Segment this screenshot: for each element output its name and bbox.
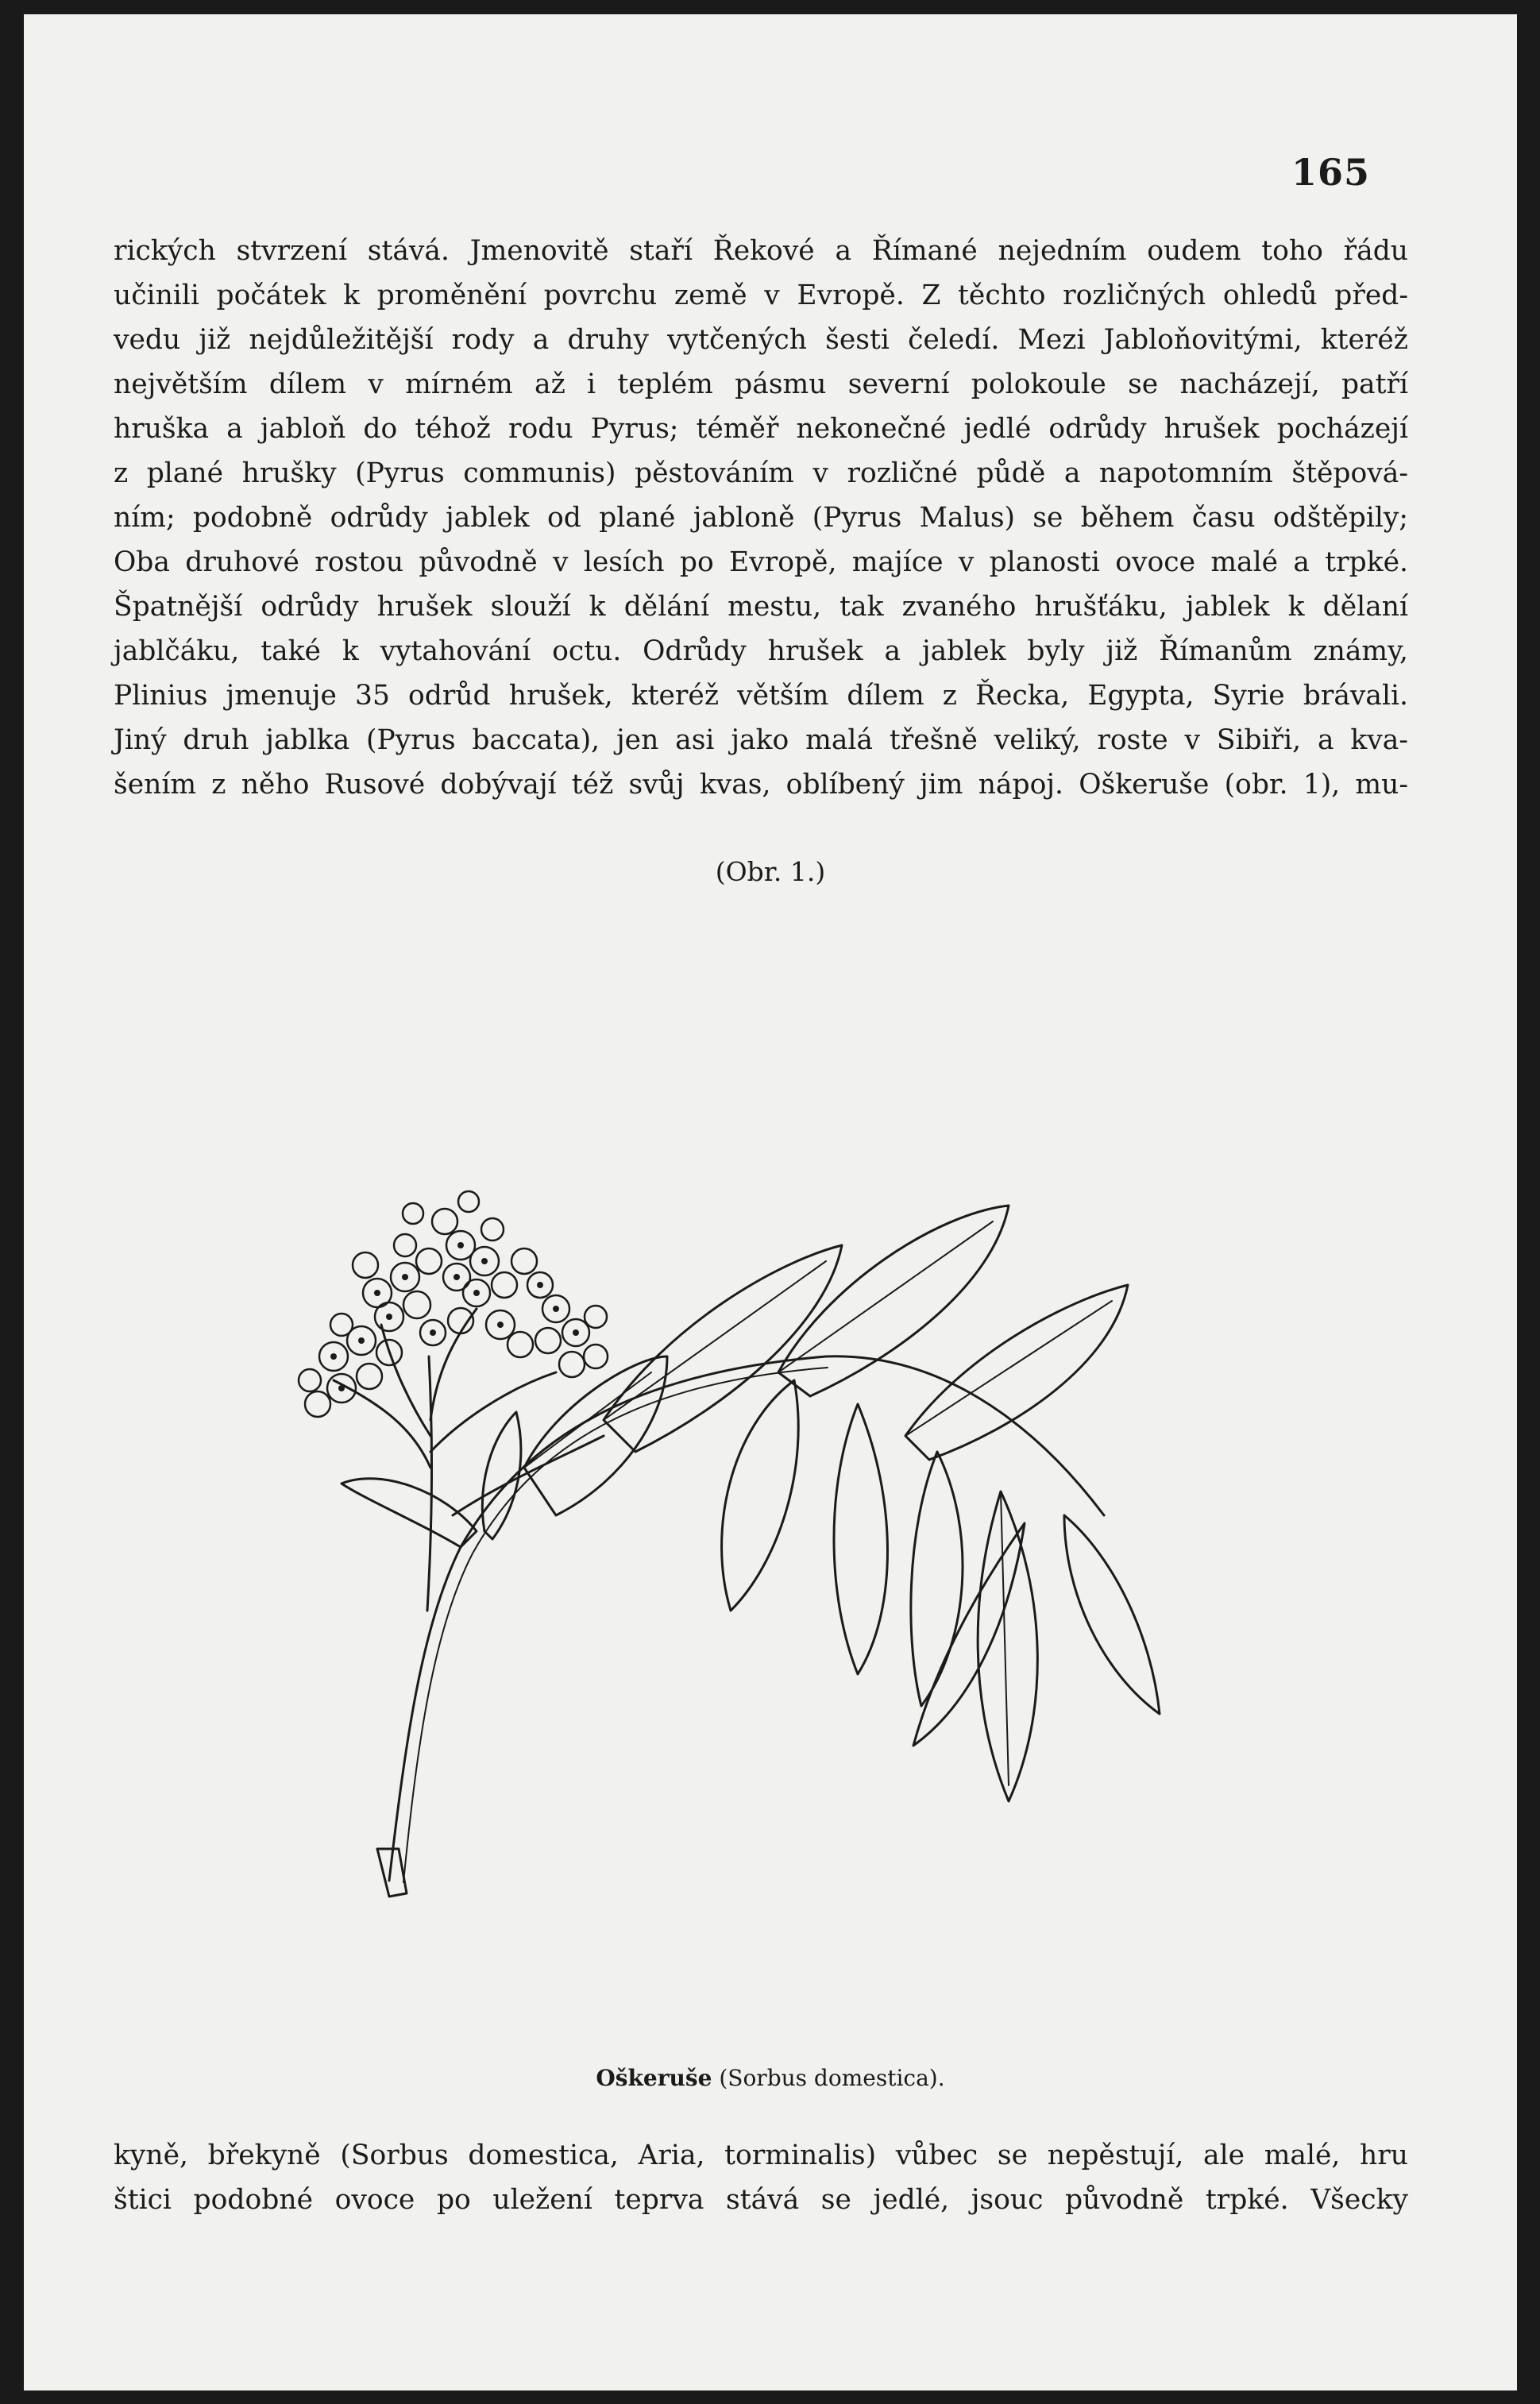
text-line: kyně, břekyně (Sorbus domestica, Aria, torminalis) vůbec se nepěstují, ale malé, hru (114, 2140, 1408, 2171)
bottom-paragraph (114, 2133, 1408, 2222)
stem-edge (403, 1368, 828, 1882)
text-line: Oba druhové rostou původně v lesích po Evropě, majíce v planosti ovoce malé a trpké. (114, 546, 1408, 578)
text-line: jablčáku, také k vytahování octu. Odrůdy hrušek a jablek byly již Římanům známy, (114, 635, 1408, 667)
leaf (905, 1285, 1128, 1460)
text-line: největším dílem v mírném až i teplém pásmu severní polokoule se nacházejí, patří (114, 369, 1408, 400)
leaf (722, 1380, 799, 1611)
leaf (911, 1452, 963, 1706)
stem (389, 1356, 1104, 1881)
caption-latin: (Sorbus domestica). (719, 2065, 945, 2091)
leaf (834, 1404, 888, 1674)
sorbus-illustration (222, 912, 1318, 2024)
flower-stalk (427, 1356, 432, 1611)
figure-label: (Obr. 1.) (715, 856, 826, 887)
figure-caption (24, 2065, 1517, 2091)
book-page (24, 14, 1517, 2390)
flower-cluster (299, 1191, 608, 1417)
text-line: šením z něho Rusové dobývají též svůj kvas, oblíbený jim nápoj. Oškeruše (obr. 1), mu- (114, 769, 1408, 801)
caption-title: Oškeruše (596, 2065, 712, 2091)
leaf (913, 1523, 1025, 1746)
leaf (524, 1356, 667, 1515)
text-line: Špatnější odrůdy hrušek slouží k dělání mestu, tak zvaného hrušťáku, jablek k dělaní (114, 591, 1408, 623)
text-line: Plinius jmenuje 35 odrůd hrušek, kteréž větším dílem z Řecka, Egypta, Syrie brávali. (114, 680, 1408, 712)
top-paragraph (114, 229, 1408, 807)
text-line: hruška a jabloň do téhož rodu Pyrus; téměř nekonečné jedlé odrůdy hrušek pocházejí (114, 413, 1408, 445)
page-number: 165 (1291, 151, 1370, 194)
text-line: Jiný druh jablka (Pyrus baccata), jen asi jako malá třešně veliký, roste v Sibiři, a kva- (114, 724, 1408, 756)
text-line: štici podobné ovoce po uležení teprva stává se jedlé, jsouc původně trpké. Všecky (114, 2184, 1408, 2216)
text-line: učinili počátek k proměnění povrchu země v Evropě. Z těchto rozličných ohledů před- (114, 280, 1408, 311)
text-line: ním; podobně odrůdy jablek od plané jabloně (Pyrus Malus) se během času odštěpily; (114, 502, 1408, 534)
text-line: vedu již nejdůležitější rody a druhy vytčených šesti čeledí. Mezi Jabloňovitými, kteréž (114, 324, 1408, 356)
text-line: z plané hrušky (Pyrus communis) pěstováním v rozličné půdě a napotomním štěpová- (114, 457, 1408, 489)
leaf (1064, 1515, 1160, 1714)
text-line: rických stvrzení stává. Jmenovitě staří Řekové a Římané nejedním oudem toho řádu (114, 235, 1408, 267)
